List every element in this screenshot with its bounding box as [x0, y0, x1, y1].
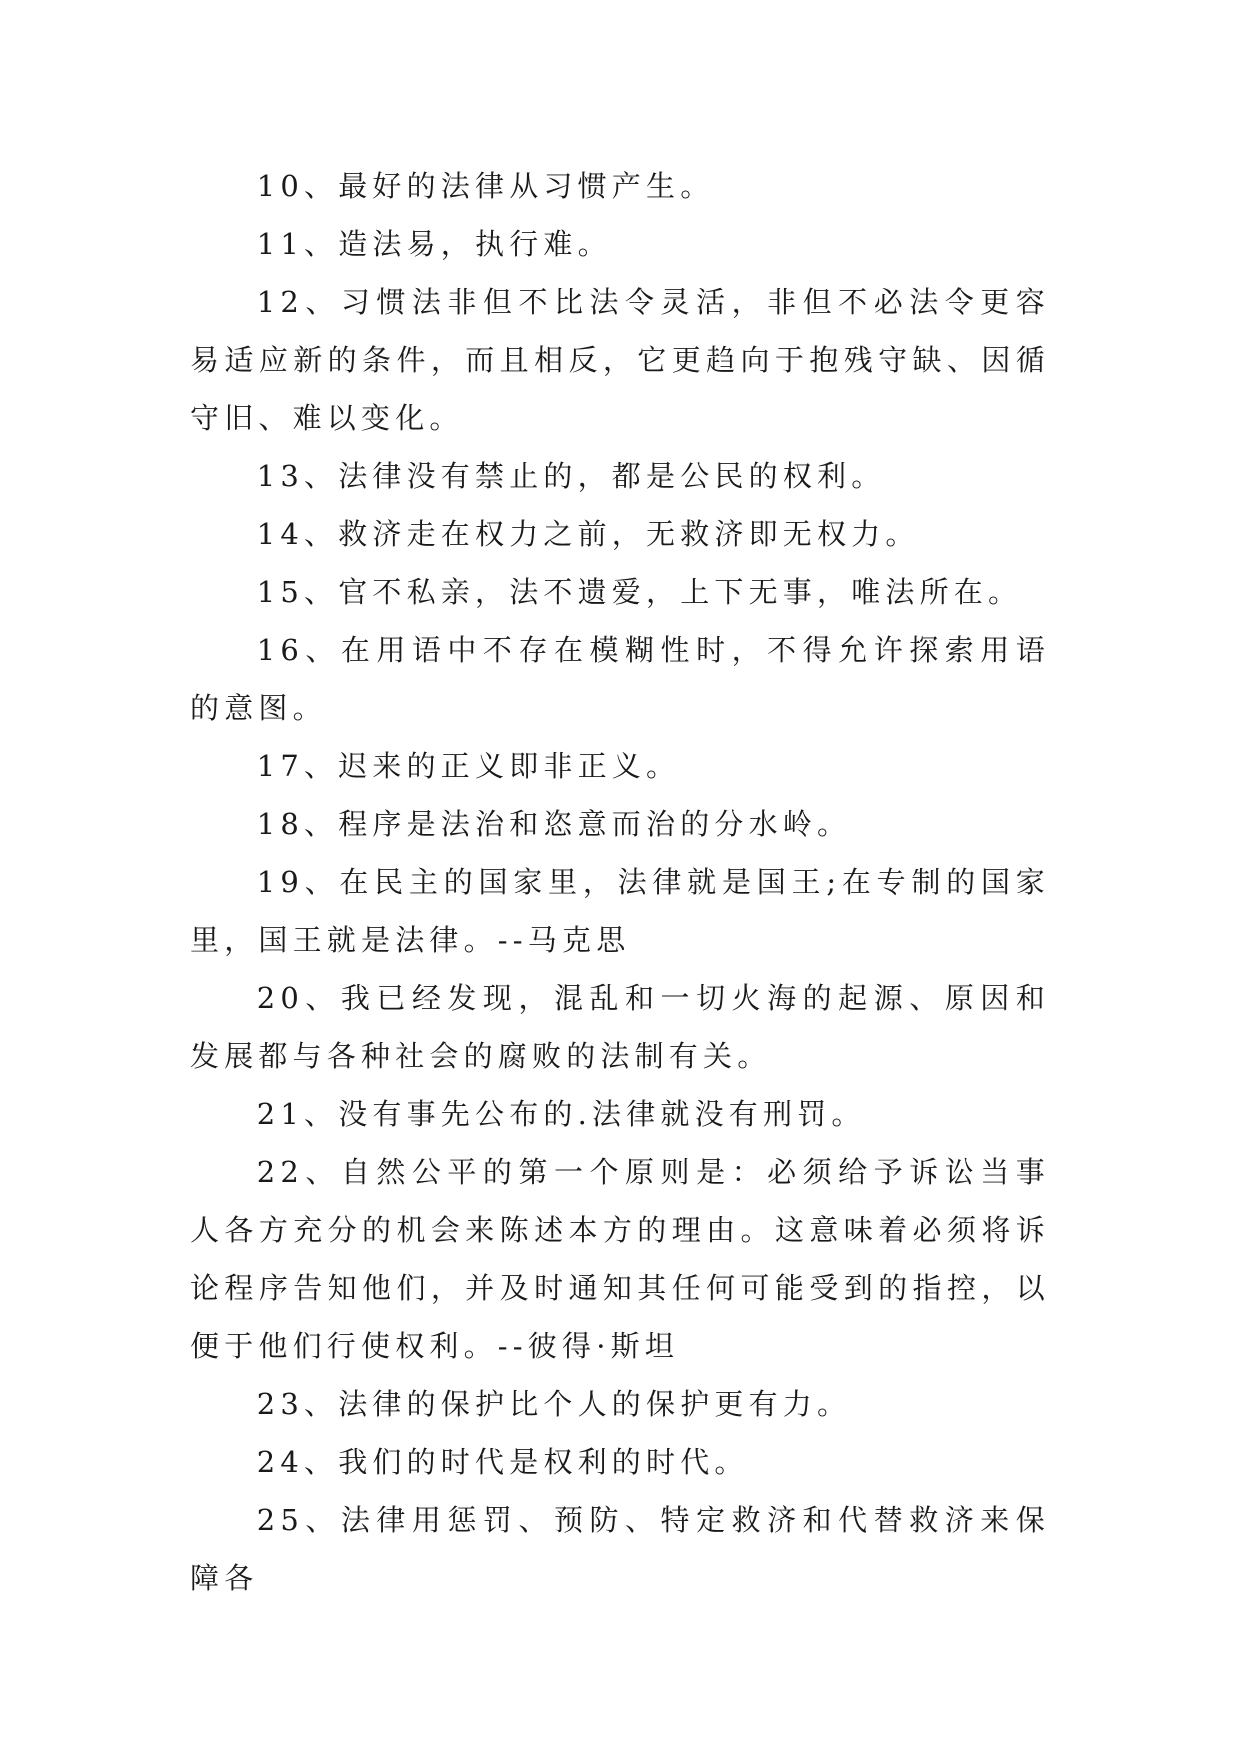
quote-paragraph-25: 25、法律用惩罚、预防、特定救济和代替救济来保障各	[190, 1503, 1050, 1595]
quote-paragraph-17: 17、迟来的正义即非正义。	[256, 749, 681, 783]
quote-paragraph-24: 24、我们的时代是权利的时代。	[256, 1445, 749, 1479]
quote-paragraph-15: 15、官不私亲，法不遗爱，上下无事，唯法所在。	[256, 575, 1023, 609]
document-body	[190, 157, 1050, 1607]
quote-paragraph-10: 10、最好的法律从习惯产生。	[256, 169, 715, 203]
quote-paragraph-19: 19、在民主的国家里，法律就是国王;在专制的国家里，国王就是法律。--马克思	[190, 865, 1050, 957]
quote-paragraph-14: 14、救济走在权力之前，无救济即无权力。	[256, 517, 920, 551]
quote-paragraph-16: 16、在用语中不存在模糊性时，不得允许探索用语的意图。	[190, 633, 1050, 725]
quote-paragraph-23: 23、法律的保护比个人的保护更有力。	[256, 1387, 852, 1421]
quote-paragraph-20: 20、我已经发现，混乱和一切火海的起源、原因和发展都与各种社会的腐败的法制有关。	[190, 981, 1050, 1073]
quote-paragraph-21: 21、没有事先公布的.法律就没有刑罚。	[256, 1097, 866, 1131]
quote-paragraph-12: 12、习惯法非但不比法令灵活，非但不必法令更容易适应新的条件，而且相反，它更趋向于抱残守缺、因循守旧、难以变化。	[190, 285, 1050, 435]
quote-paragraph-11: 11、造法易，执行难。	[256, 227, 612, 261]
quote-paragraph-13: 13、法律没有禁止的，都是公民的权利。	[256, 459, 886, 493]
quote-paragraph-18: 18、程序是法治和恣意而治的分水岭。	[256, 807, 852, 841]
quote-paragraph-22: 22、自然公平的第一个原则是：必须给予诉讼当事人各方充分的机会来陈述本方的理由。这意味着必须将诉论程序告知他们，并及时通知其任何可能受到的指控，以便于他们行使权利。--彼得·斯坦	[190, 1155, 1050, 1363]
